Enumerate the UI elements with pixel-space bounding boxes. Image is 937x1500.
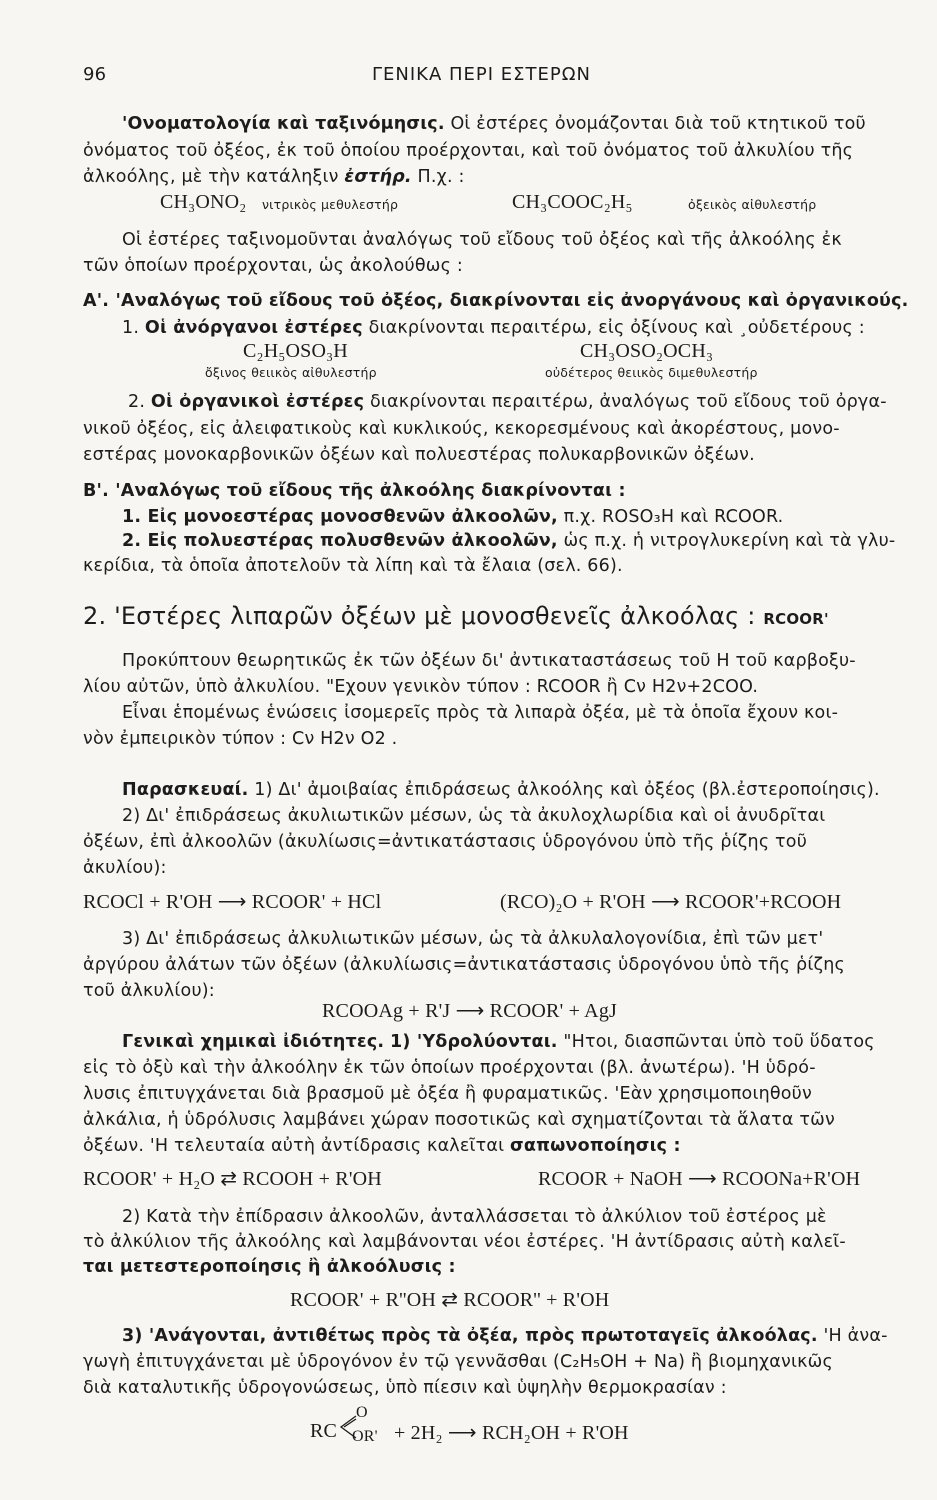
- equation-silver-salt: RCOOAg + R'J ⟶ RCOOR' + AgJ: [322, 1000, 617, 1022]
- section-2-p1-l2: λίου αὐτῶν, ὑπὸ ἀλκυλίου. "Εχουν γενικὸν τύπον : RCOOR ἢ Cν H2ν+2COO.: [83, 677, 759, 697]
- preparation-p3-l3: τοῦ ἀλκυλίου):: [83, 981, 215, 1001]
- page-number: 96: [83, 64, 107, 85]
- equation-reduction-or: OR': [352, 1428, 378, 1445]
- properties-p3-l1: 3) 'Ανάγονται, ἀντιθέτως πρὸς τὰ ὀξέα, πρὸς πρωτοταγεῖς ἀλκοόλας. 'Η ἀνα-: [122, 1326, 888, 1346]
- section-a-heading: Α'. 'Αναλόγως τοῦ εἴδους τοῦ ὀξέος, διακρίνονται εἰς ἀνοργάνους καὶ ὀργανικούς.: [83, 291, 909, 311]
- section-b-item1: 1. Εἰς μονοεστέρας μονοσθενῶν ἀλκοολῶν, π.χ. ROSO₃H καὶ RCOOR.: [122, 507, 784, 527]
- section-2-p1-l4: νὸν ἐμπειρικὸν τύπον : Cν H2ν O2 .: [83, 729, 398, 749]
- section-2-p1-l1: Προκύπτουν θεωρητικῶς ἐκ τῶν ὀξέων δι' ἀντικαταστάσεως τοῦ Η τοῦ καρβοξυ-: [122, 651, 856, 671]
- preparation-p3-l2: ἀργύρου ἀλάτων τῶν ὀξέων (ἀλκυλίωσις=ἀντικατάστασις ὑδρογόνου ὑπὸ τῆς ῥίζης: [83, 955, 845, 975]
- section-b-heading: Β'. 'Αναλόγως τοῦ εἴδους τῆς ἀλκοόλης διακρίνονται :: [83, 481, 626, 501]
- preparation-p2-l1: 2) Δι' ἐπιδράσεως ἀκυλιωτικῶν μέσων, ὡς τὰ ἀκυλοχλωρίδια καὶ οἱ ἀνυδρῖται: [122, 806, 826, 826]
- running-title: ΓΕΝΙΚΑ ΠΕΡΙ ΕΣΤΕΡΩΝ: [372, 64, 591, 85]
- properties-p1-l3: λυσις ἐπιτυγχάνεται διὰ βρασμοῦ μὲ ὀξέα ἢ φυραματικῶς. 'Εὰν χρησιμοποιηθοῦν: [83, 1084, 812, 1104]
- properties-p2-l2: τὸ ἀλκύλιον τῆς ἀλκοόλης καὶ λαμβάνονται νέοι ἐστέρες. 'Η ἀντίδρασις αὐτὴ καλεῖ-: [83, 1232, 846, 1252]
- formula-dimethyl-sulfate: CH₃OSO₂OCH₃: [580, 340, 714, 362]
- properties-p3-l2: γωγὴ ἐπιτυγχάνεται μὲ ὑδρογόνον ἐν τῷ γεννᾶσθαι (C₂H₅OH + Na) ἢ βιομηχανικῶς: [83, 1352, 833, 1372]
- section-b-item2: 2. Εἰς πολυεστέρας πολυσθενῶν ἀλκοολῶν, ὡς π.χ. ἡ νιτρογλυκερίνη καὶ τὰ γλυ-: [122, 531, 896, 551]
- preparation-p2-l3: ἀκυλίου):: [83, 858, 167, 878]
- section-a-item1: 1. Οἱ ἀνόργανοι ἐστέρες διακρίνονται περαιτέρω, εἰς ὀξίνους καὶ ¸οὐδετέρους :: [122, 318, 865, 338]
- equation-acyl-chloride: RCOCl + R'OH ⟶ RCOOR' + HCl: [83, 891, 382, 913]
- formula-ethyl-hydrogen-sulfate: C₂H₅OSO₃H: [243, 340, 348, 362]
- formula-methyl-nitrate: CH₃ONO₂: [160, 191, 247, 213]
- nomenclature-l1: 'Ονοματολογία καὶ ταξινόμησις. Οἱ ἐστέρες ὀνομάζονται διὰ τοῦ κτητικοῦ τοῦ: [122, 114, 866, 134]
- nomenclature-l5: τῶν ὁποίων προέρχονται, ὡς ἀκολούθως :: [83, 256, 463, 276]
- properties-p3-l3: διὰ καταλυτικῆς ὑδρογονώσεως, ὑπὸ πίεσιν καὶ ὑψηλὴν θερμοκρασίαν :: [83, 1378, 727, 1398]
- section-2-p1-l3: Εἶναι ἑπομένως ἑνώσεις ἰσομερεῖς πρὸς τὰ λιπαρὰ ὀξέα, μὲ τὰ ὁποῖα ἔχουν κοι-: [122, 703, 839, 723]
- properties-p1-l1: Γενικαὶ χημικαὶ ἰδιότητες. 1) 'Υδρολύονται. "Ητοι, διασπῶνται ὑπὸ τοῦ ὕδατος: [122, 1032, 875, 1052]
- formula-name-ethyl-hydrogen-sulfate: ὄξινος θειικὸς αἰθυλεστήρ: [205, 365, 377, 380]
- section-b-item2-l2: κερίδια, τὰ ὁποῖα ἀποτελοῦν τὰ λίπη καὶ τὰ ἔλαια (σελ. 66).: [83, 556, 623, 576]
- nomenclature-l2: ὀνόματος τοῦ ὀξέος, ἐκ τοῦ ὁποίου προέρχονται, καὶ τοῦ ὀνόματος τοῦ ἀλκυλίου τῆς: [83, 141, 854, 161]
- section-a-item2-l3: εστέρας μονοκαρβονικῶν ὀξέων καὶ πολυεστέρας πολυκαρβονικῶν ὀξέων.: [83, 445, 755, 465]
- equation-reduction-rest: + 2H₂ ⟶ RCH₂OH + R'OH: [394, 1422, 629, 1444]
- section-a-item2-l2: νικοῦ ὀξέος, εἰς ἀλειφατικοὺς καὶ κυκλικούς, κεκορεσμένους καὶ ἀκορέστους, μονο-: [83, 419, 840, 439]
- formula-name-ethyl-acetate: ὀξεικὸς αἰθυλεστήρ: [688, 197, 817, 212]
- section-a-item2: 2. Οἱ ὀργανικοὶ ἐστέρες διακρίνονται περαιτέρω, ἀναλόγως τοῦ εἴδους τοῦ ὀργα-: [128, 392, 887, 412]
- preparation-p1: Παρασκευαί. 1) Δι' ἀμοιβαίας ἐπιδράσεως ἀλκοόλης καὶ ὀξέος (βλ.ἐστεροποίησις).: [122, 780, 880, 800]
- nomenclature-l4: Οἱ ἐστέρες ταξινομοῦνται ἀναλόγως τοῦ εἴδους τοῦ ὀξέος καὶ τῆς ἀλκοόλης ἐκ: [122, 230, 842, 250]
- equation-reduction-oxygen: O: [356, 1404, 368, 1421]
- properties-p2-l3: ται μετεστεροποίησις ἢ ἀλκοόλυσις :: [83, 1257, 456, 1277]
- properties-p2-l1: 2) Κατὰ τὴν ἐπίδρασιν ἀλκοολῶν, ἀνταλλάσσεται τὸ ἀλκύλιον τοῦ ἐστέρος μὲ: [122, 1207, 827, 1227]
- equation-reduction-rc: RC: [310, 1420, 338, 1442]
- formula-ethyl-acetate: CH₃COOC₂H₅: [512, 191, 633, 213]
- properties-p1-l4: ἀλκάλια, ἡ ὑδρόλυσις λαμβάνει χώραν ποσοτικῶς καὶ σχηματίζονται τὰ ἅλατα τῶν: [83, 1110, 835, 1130]
- equation-anhydride: (RCO)₂O + R'OH ⟶ RCOOR'+RCOOH: [500, 891, 842, 913]
- formula-name-methyl-nitrate: νιτρικὸς μεθυλεστήρ: [262, 197, 399, 212]
- preparation-p2-l2: ὀξέων, ἐπὶ ἀλκοολῶν (ἀκυλίωσις=ἀντικατάστασις ὑδρογόνου ὑπὸ τῆς ῥίζης τοῦ: [83, 832, 808, 852]
- equation-saponification: RCOOR + NaOH ⟶ RCOONa+R'OH: [538, 1168, 861, 1190]
- properties-p1-l5: ὀξέων. 'Η τελευταία αὐτὴ ἀντίδρασις καλεῖται σαπωνοποίησις :: [83, 1136, 681, 1156]
- preparation-p3-l1: 3) Δι' ἐπιδράσεως ἀλκυλιωτικῶν μέσων, ὡς τὰ ἀλκυλαλογονίδια, ἐπὶ τῶν μετ': [122, 929, 824, 949]
- equation-hydrolysis: RCOOR' + H₂O ⇄ RCOOH + R'OH: [83, 1168, 382, 1190]
- nomenclature-l3: ἀλκοόλης, μὲ τὴν κατάληξιν ἐστήρ. Π.χ. :: [83, 167, 465, 187]
- formula-name-dimethyl-sulfate: οὐδέτερος θειικὸς διμεθυλεστήρ: [545, 365, 758, 380]
- properties-p1-l2: εἰς τὸ ὀξὺ καὶ τὴν ἀλκοόλην ἐκ τῶν ὁποίων προέρχονται (βλ. ἀνωτέρω). 'Η ὑδρό-: [83, 1058, 816, 1078]
- section-2-title: 2. 'Εστέρες λιπαρῶν ὀξέων μὲ μονοσθενεῖς ἀλκοόλας : RCOOR': [83, 602, 829, 630]
- equation-transesterification: RCOOR' + R''OH ⇄ RCOOR'' + R'OH: [290, 1289, 610, 1311]
